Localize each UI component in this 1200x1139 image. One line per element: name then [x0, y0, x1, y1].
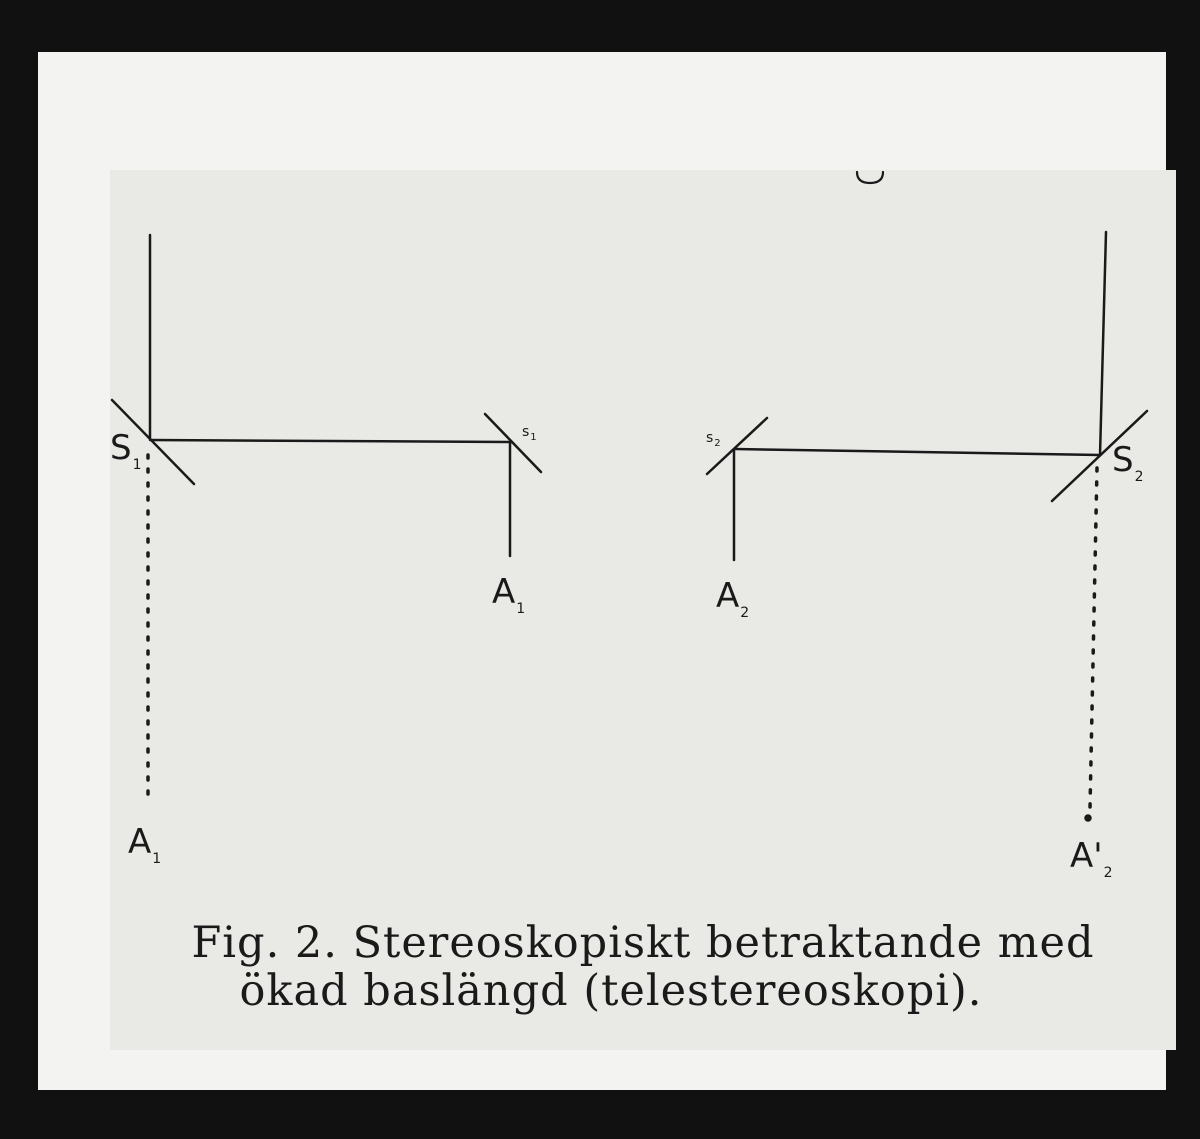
- label-A2-near: $A_2$: [716, 576, 750, 621]
- caption-line-2: ökad baslängd (telestereoskopi).: [239, 966, 983, 1016]
- right-vertical-ray: [1100, 232, 1106, 455]
- caption-line-1: Fig. 2. Stereoskopiskt betraktande med: [191, 918, 1095, 968]
- label-A2-far: $A'_2$: [1070, 836, 1113, 881]
- label-S2: $S_2$: [1112, 440, 1144, 485]
- label-A1-far: $A_1$: [128, 822, 162, 867]
- label-s2-small: $s_2$: [706, 430, 721, 449]
- label-s1-small: $s_1$: [522, 424, 537, 443]
- label-A1-near: $A_1$: [492, 572, 526, 617]
- right-horizontal-ray: [735, 449, 1100, 455]
- label-S1: $S_1$: [110, 428, 142, 473]
- right-dotted-ray: [1090, 468, 1097, 808]
- top-mark: [857, 172, 883, 183]
- right-end-dot: [1086, 816, 1091, 821]
- left-horizontal-ray: [150, 440, 512, 442]
